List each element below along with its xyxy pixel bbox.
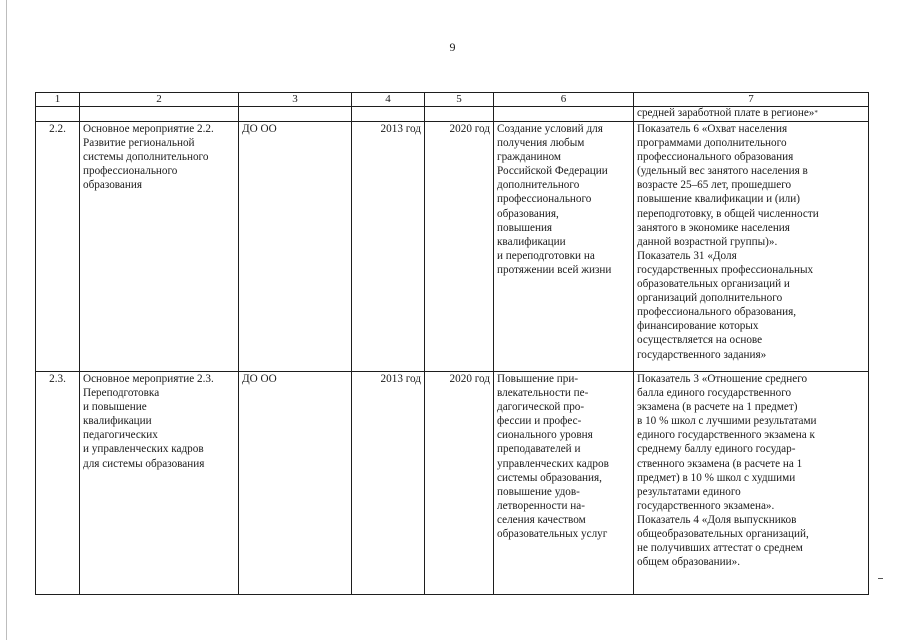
empty-cell xyxy=(494,107,634,122)
table-row xyxy=(36,122,869,372)
table-row xyxy=(36,372,869,595)
column-number-header: 5 xyxy=(425,93,494,107)
column-number-header: 2 xyxy=(80,93,239,107)
program-events-table xyxy=(35,92,869,595)
empty-cell xyxy=(36,107,80,122)
column-number-header: 4 xyxy=(352,93,425,107)
event-name: Основное мероприятие 2.3. Переподготовка и повышение квалификации педагогических и управленческих кадров для системы образования xyxy=(80,372,239,595)
empty-cell xyxy=(425,107,494,122)
continuation-row xyxy=(36,107,869,122)
footnote-mark: * xyxy=(814,109,818,117)
scan-left-edge xyxy=(6,0,7,640)
executor: ДО ОО xyxy=(239,372,352,595)
continuation-text: средней заработной плате в регионе» xyxy=(637,107,815,119)
empty-cell xyxy=(352,107,425,122)
end-year: 2020 год xyxy=(425,122,494,372)
executor: ДО ОО xyxy=(239,122,352,372)
start-year: 2013 год xyxy=(352,372,425,595)
indicators: Показатель 3 «Отношение среднего балла единого государственного экзамена (в расчете на 1 предмет) в 10 % школ с лучшими результатами единого государственного экзамена к среднему баллу единого государ- ственного экзамена (в расчете на 1 предмет) в 10 % школ с худшими результатами единого государственного экзамена». Показатель 4 «Доля выпускников общеобразовательных организаций, не получивших аттестат о среднем общем образовании». xyxy=(634,372,869,595)
event-name: Основное мероприятие 2.2. Развитие региональной системы дополнительного профессионального образования xyxy=(80,122,239,372)
row-number: 2.2. xyxy=(36,122,80,372)
column-number-header: 3 xyxy=(239,93,352,107)
indicators: Показатель 6 «Охват населения программами дополнительного профессионального образования (удельный вес занятого населения в возрасте 25–65 лет, прошедшего повышение квалификации и (или) переподготовку, в общей численности занятого в экономике населения данной возрастной группы)». Показатель 31 «Доля государственных профессиональных образовательных организаций и организаций дополнительного профессионального образования, финансирование которых осуществляется на основе государственного задания» xyxy=(634,122,869,372)
expected-result: Создание условий для получения любым гражданином Российской Федерации дополнительного профессионального образования, повышения квалификации и переподготовки на протяжении всей жизни xyxy=(494,122,634,372)
column-number-header: 6 xyxy=(494,93,634,107)
page-number: 9 xyxy=(449,40,456,54)
column-number-header: 1 xyxy=(36,93,80,107)
start-year: 2013 год xyxy=(352,122,425,372)
expected-result: Повышение при- влекательности пе- дагогической про- фессии и профес- сионального уровня преподавателей и управленческих кадров системы образования, повышение удов- летворенности на- селения качеством образовательных услуг xyxy=(494,372,634,595)
continuation-indicator-cell xyxy=(634,107,869,122)
column-number-header: 7 xyxy=(634,93,869,107)
scan-mark xyxy=(878,578,883,579)
row-number: 2.3. xyxy=(36,372,80,595)
end-year: 2020 год xyxy=(425,372,494,595)
empty-cell xyxy=(239,107,352,122)
empty-cell xyxy=(80,107,239,122)
column-number-header-row xyxy=(36,93,869,107)
